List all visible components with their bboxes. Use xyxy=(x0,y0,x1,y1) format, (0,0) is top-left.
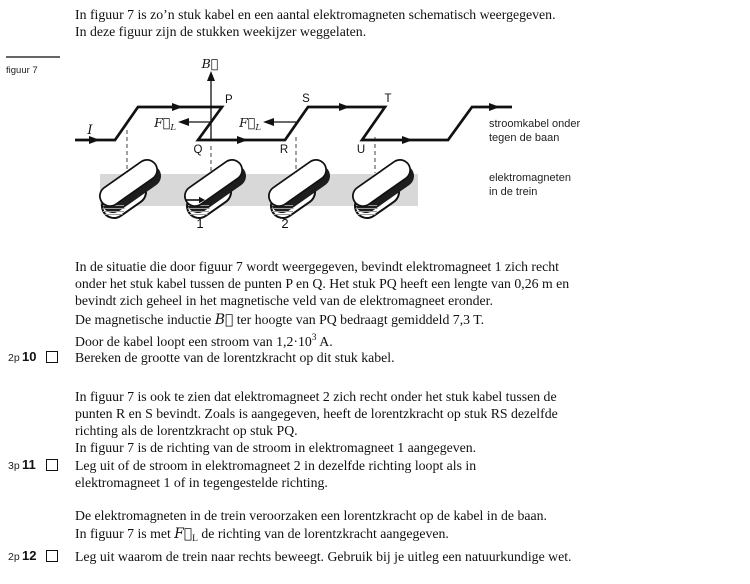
intro-line-1: In figuur 7 is zo’n stuk kabel en een aantal elektromagneten schematisch weergegeven. xyxy=(75,7,556,22)
answer-checkbox xyxy=(46,550,58,562)
annotation-cable-1: stroomkabel onder xyxy=(489,118,581,130)
magnet-label-1: 1 xyxy=(196,216,204,231)
question-text-line-2: elektromagneet 1 of in tegengestelde richting. xyxy=(75,475,328,490)
fl-symbol: F⃗ xyxy=(154,115,171,130)
answer-checkbox xyxy=(46,351,58,363)
fl-vector-symbol: F⃗ xyxy=(174,526,193,542)
text-segment: De magnetische inductie xyxy=(75,312,215,327)
magnet-label-2: 2 xyxy=(281,216,289,231)
lorentz-force-label-pq xyxy=(153,115,176,133)
question-points: 3p xyxy=(8,460,20,472)
question-points: 2p xyxy=(8,551,20,563)
annotation-magnets-1: elektromagneten xyxy=(489,172,571,184)
p2-line-1: In de situatie die door figuur 7 wordt weergegeven, bevindt elektromagneet 1 zich recht xyxy=(75,259,559,274)
intro-line-2: In deze figuur zijn de stukken weekijzer weggelaten. xyxy=(75,24,367,39)
p2-line-3: bevindt zich geheel in het magnetische veld van de elektromagneet eronder. xyxy=(75,293,493,308)
question-text: Leg uit waarom de trein naar rechts beweegt. Gebruik bij je uitleg een natuurkundige wet. xyxy=(75,549,572,564)
point-label-R: R xyxy=(279,144,289,156)
point-label-Q: Q xyxy=(193,144,203,156)
p3-line-3: richting als de lorentzkracht op stuk PQ. xyxy=(75,423,298,438)
p2-line-2: onder het stuk kabel tussen de punten P en Q. Het stuk PQ heeft een lengte van 0,26 m en xyxy=(75,276,570,291)
exponent: 3 xyxy=(311,333,317,343)
b-field-label: B⃗ xyxy=(201,56,219,71)
figure-margin-label: figuur 7 xyxy=(6,65,38,76)
figure-7 xyxy=(0,55,750,235)
lorentz-force-label-rs xyxy=(238,115,261,133)
p2-line-5 xyxy=(75,330,333,350)
answer-checkbox xyxy=(46,459,58,471)
annotation-cable-2: tegen de baan xyxy=(489,132,560,144)
text-segment: In figuur 7 is met xyxy=(75,526,175,541)
point-label-P: P xyxy=(225,94,233,106)
annotation-magnets-2: in de trein xyxy=(489,186,538,198)
p3-line-2: punten R en S bevindt. Zoals is aangegeven, heeft de lorentzkracht op stuk RS dezelfde xyxy=(75,406,558,421)
text-segment: de richting van de lorentzkracht aangegeven. xyxy=(197,526,449,541)
current-label: I xyxy=(87,123,93,138)
lorentz-force-arrow-pq xyxy=(178,118,211,126)
p2-line-4 xyxy=(75,311,484,329)
fl-subscript: L xyxy=(255,123,261,133)
current-cable xyxy=(75,107,512,140)
alignment-dashed-lines xyxy=(127,130,375,173)
point-label-U: U xyxy=(356,144,366,156)
question-number: 12 xyxy=(22,548,37,563)
b-field-arrow xyxy=(207,71,215,140)
question-number: 11 xyxy=(22,457,36,472)
b-vector-symbol: B⃗ xyxy=(214,312,234,328)
question-number: 10 xyxy=(22,349,37,364)
text-segment: Door de kabel loopt een stroom van 1,2·10 xyxy=(75,334,312,349)
point-label-T: T xyxy=(384,93,392,105)
cable-current-arrows xyxy=(89,103,500,144)
question-text-line-1: Leg uit of de stroom in elektromagneet 2 in dezelfde richting loopt als in xyxy=(75,458,477,473)
p4-line-2 xyxy=(75,525,449,548)
lorentz-force-arrow-rs xyxy=(263,118,296,126)
question-text: Bereken de grootte van de lorentzkracht op dit stuk kabel. xyxy=(75,350,395,365)
point-label-S: S xyxy=(302,93,310,105)
fl-subscript: L xyxy=(170,123,176,133)
text-segment: A. xyxy=(316,334,333,349)
p3-line-4: In figuur 7 is de richting van de stroom in elektromagneet 1 aangegeven. xyxy=(75,440,477,455)
fl-symbol: F⃗ xyxy=(239,115,256,130)
question-points: 2p xyxy=(8,352,20,364)
text-segment: ter hoogte van PQ bedraagt gemiddeld 7,3 T. xyxy=(233,312,485,327)
p4-line-1: De elektromagneten in de trein veroorzaken een lorentzkracht op de kabel in de baan. xyxy=(75,508,547,523)
fl-vector-subscript: L xyxy=(192,534,198,544)
p3-line-1: In figuur 7 is ook te zien dat elektromagneet 2 zich recht onder het stuk kabel tussen de xyxy=(75,389,557,404)
